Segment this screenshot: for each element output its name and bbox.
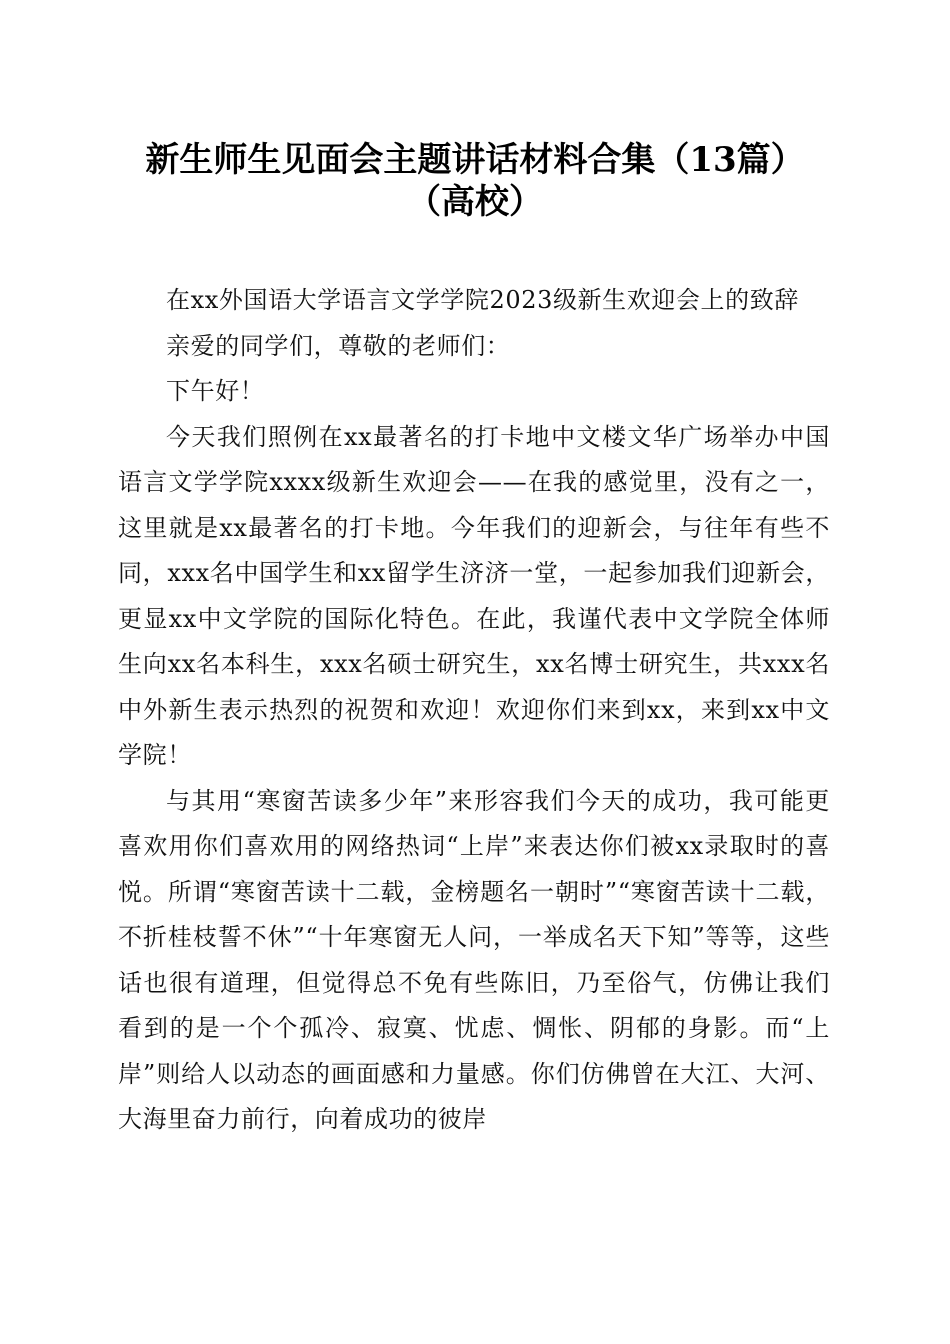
greeting-paragraph: 下午好！ [166,377,265,405]
document-subtitle: （高校） [407,182,543,222]
body-paragraph: 今天我们照例在xx最著名的打卡地中文楼文华广场举办中国语言文学学院xxxx级新生欢迎会——在我的感觉里，没有之一，这里就是xx最著名的打卡地。今年我们的迎新会，与往年有些不同，xxx名中国学生和xx留学生济济一堂，一起参加我们迎新会，更显xx中文学院的国际化特色。在此，我谨代表中文学院全体师生向xx名本科生，xxx名硕士研究生，xx名博士研究生，共xxx名中外新生表示热烈的祝贺和欢迎！欢迎你们来到xx，来到xx中文学院！ [118,422,830,769]
body-paragraph: 与其用“寒窗苦读多少年”来形容我们今天的成功，我可能更喜欢用你们喜欢用的网络热词“上岸”来表达你们被xx录取时的喜悦。所谓“寒窗苦读十二载，金榜题名一朝时”“寒窗苦读十二载，不折桂枝誓不休”“十年寒窗无人问，一举成名天下知”等等，这些话也很有道理，但觉得总不免有些陈旧，乃至俗气，仿佛让我们看到的是一个个孤冷、寂寞、忧虑、惆怅、阴郁的身影。而“上岸”则给人以动态的画面感和力量感。你们仿佛曾在大江、大河、大海里奋力前行，向着成功的彼岸 [118,786,830,1133]
speech-heading-paragraph: 在xx外国语大学语言文学学院2023级新生欢迎会上的致辞 [166,286,799,314]
document-body [118,278,830,1143]
salutation-paragraph: 亲爱的同学们，尊敬的老师们： [166,331,511,360]
document-title: 新生师生见面会主题讲话材料合集（13篇） [145,140,805,180]
